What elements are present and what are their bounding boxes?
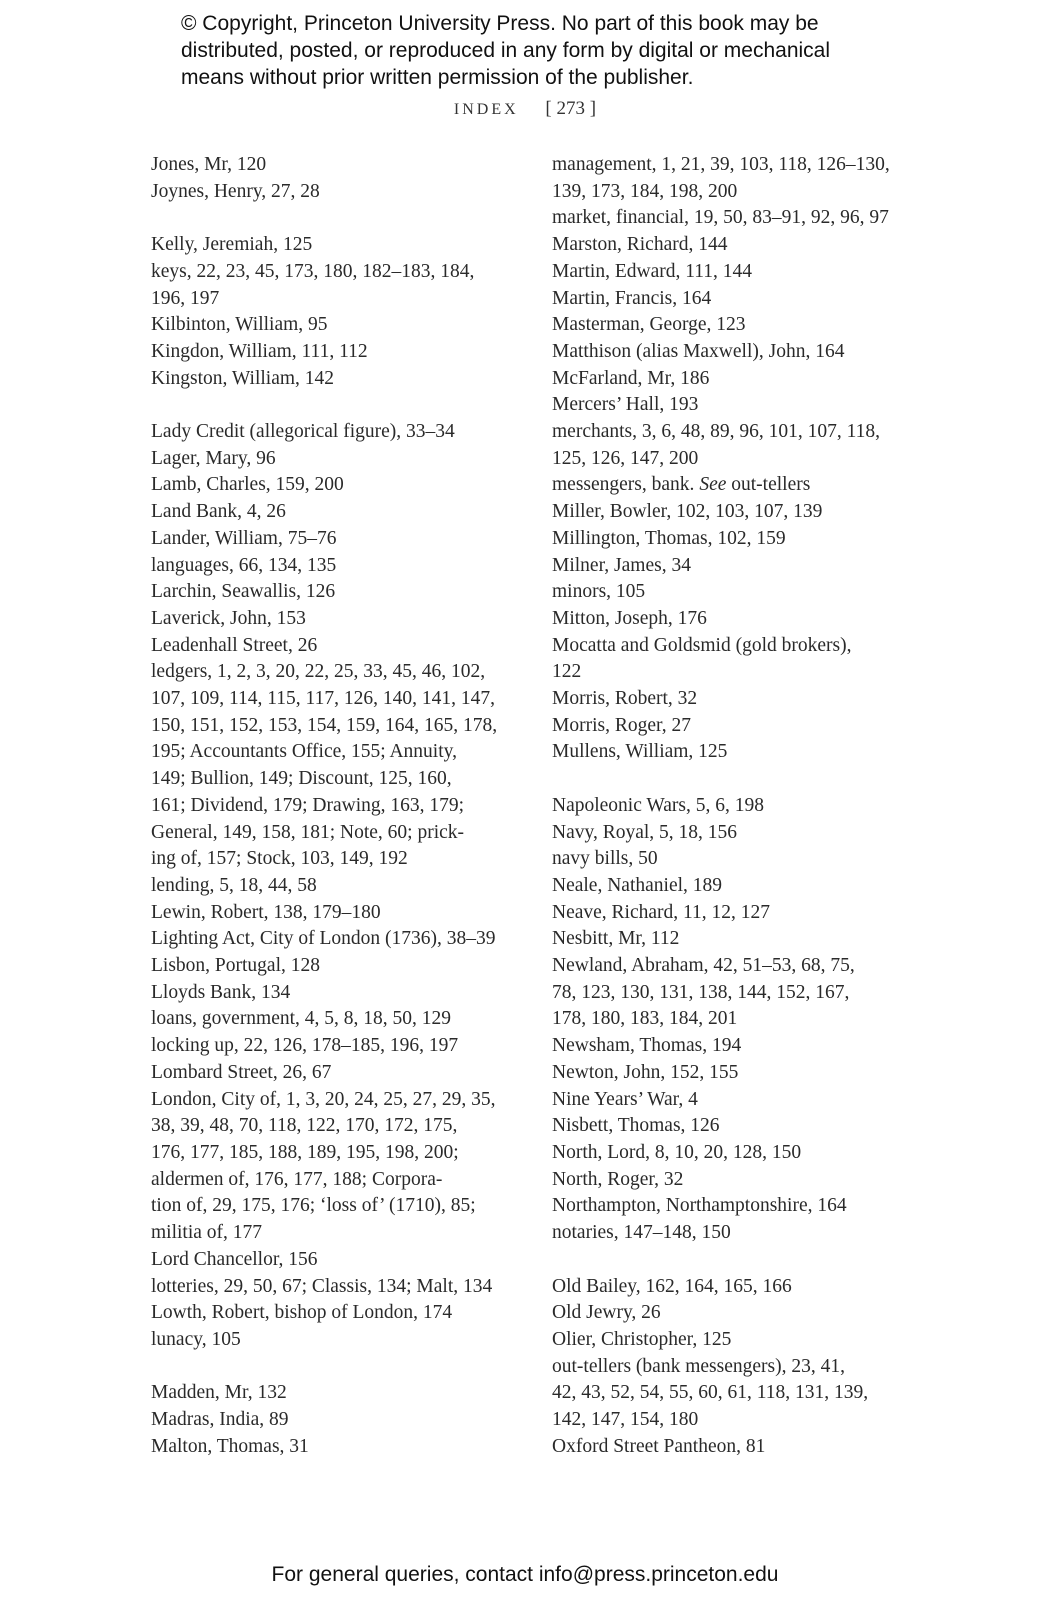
index-entry-line: Newton, John, 152, 155 (552, 1061, 739, 1083)
index-entry-line: Lady Credit (allegorical figure), 33–34 (151, 421, 455, 442)
index-entry (151, 1274, 521, 1301)
index-entry-continuation: 178, 180, 183, 184, 201 (552, 1008, 738, 1030)
index-entry (151, 472, 521, 499)
index-entry (552, 205, 932, 232)
copyright-notice (181, 10, 901, 91)
index-entry-line: Jones, Mr, 120 (151, 154, 267, 175)
index-entry (552, 579, 932, 606)
index-entry (552, 606, 932, 633)
index-entry-line: Olier, Christopher, 125 (552, 1328, 732, 1350)
index-entry-line: languages, 66, 134, 135 (151, 554, 337, 576)
index-entry-line: Laverick, John, 153 (151, 607, 306, 629)
index-entry (552, 739, 932, 766)
index-entry-line: lending, 5, 18, 44, 58 (151, 874, 317, 896)
page-number: [ 273 ] (545, 98, 597, 119)
index-entry (151, 659, 521, 873)
index-entry (151, 553, 521, 580)
index-entry (552, 900, 932, 927)
index-entry-line: Old Jewry, 26 (552, 1302, 661, 1324)
letter-gap (552, 766, 932, 793)
running-head (0, 98, 1050, 120)
index-entry (552, 1060, 932, 1087)
index-entry (151, 953, 521, 980)
index-entry (552, 232, 932, 259)
index-entry (151, 579, 521, 606)
index-entry-continuation: 142, 147, 154, 180 (552, 1409, 699, 1431)
index-entry (151, 1407, 521, 1434)
index-entry (552, 366, 932, 393)
index-entry-line: Malton, Thomas, 31 (151, 1435, 309, 1457)
index-entry-line: minors, 105 (552, 581, 646, 603)
index-entry-continuation: 176, 177, 185, 188, 189, 195, 198, 200; (151, 1141, 459, 1163)
index-entry (151, 1247, 521, 1274)
index-entry (552, 553, 932, 580)
index-entry (151, 873, 521, 900)
index-entry-line: McFarland, Mr, 186 (552, 367, 710, 389)
index-entry-continuation: aldermen of, 176, 177, 188; Corpora- (151, 1168, 443, 1190)
index-entry (552, 1113, 932, 1140)
index-entry-continuation: 150, 151, 152, 153, 154, 159, 164, 165, 178, (151, 714, 498, 736)
index-entry-line: Lewin, Robert, 138, 179–180 (151, 901, 381, 923)
index-entry-line: management, 1, 21, 39, 103, 118, 126–130, (552, 154, 890, 175)
index-entry (552, 1087, 932, 1114)
index-entry-continuation: 195; Accountants Office, 155; Annuity, (151, 741, 458, 763)
index-entry (552, 1434, 932, 1461)
index-entry (552, 419, 932, 472)
index-entry-line: Newland, Abraham, 42, 51–53, 68, 75, (552, 955, 855, 977)
index-entry (552, 953, 932, 1033)
index-entry (151, 1300, 521, 1327)
letter-gap (151, 392, 521, 419)
index-entry (552, 392, 932, 419)
index-entry-continuation: 122 (552, 661, 582, 683)
index-entry (552, 793, 932, 820)
letter-gap (151, 1354, 521, 1381)
index-entry (151, 366, 521, 393)
index-entry-line: Lander, William, 75–76 (151, 527, 337, 549)
index-entry-line: Morris, Robert, 32 (552, 688, 698, 710)
index-entry-line: Napoleonic Wars, 5, 6, 198 (552, 794, 764, 816)
index-entry (552, 339, 932, 366)
index-entry-line: Lager, Mary, 96 (151, 447, 276, 469)
index-column-right (552, 152, 932, 1460)
index-entry-line: Joynes, Henry, 27, 28 (151, 180, 320, 202)
index-entry (552, 1167, 932, 1194)
index-entry (151, 926, 521, 953)
index-entry-line: Lisbon, Portugal, 128 (151, 955, 320, 977)
index-entry (151, 152, 521, 179)
index-entry-continuation: 139, 173, 184, 198, 200 (552, 180, 738, 202)
letter-gap (151, 205, 521, 232)
index-entry (151, 1087, 521, 1247)
index-entry-line: Matthison (alias Maxwell), John, 164 (552, 340, 845, 362)
index-entry (552, 152, 932, 205)
index-entry (151, 1327, 521, 1354)
index-entry-line: Kingdon, William, 111, 112 (151, 340, 368, 362)
index-entry (552, 1274, 932, 1301)
index-entry (552, 1193, 932, 1220)
index-entry-line: Neave, Richard, 11, 12, 127 (552, 901, 771, 923)
index-entry-line: lunacy, 105 (151, 1328, 241, 1350)
index-entry (552, 472, 932, 499)
index-entry (151, 900, 521, 927)
index-entry (151, 606, 521, 633)
index-entry-continuation: 42, 43, 52, 54, 55, 60, 61, 118, 131, 139, (552, 1382, 869, 1404)
index-entry-continuation: 125, 126, 147, 200 (552, 447, 699, 469)
index-entry-line: Nesbitt, Mr, 112 (552, 928, 680, 950)
index-entry (552, 1220, 932, 1247)
index-entry (552, 526, 932, 553)
index-entry (151, 1380, 521, 1407)
index-entry (151, 312, 521, 339)
index-entry (552, 1300, 932, 1327)
index-entry-line: notaries, 147–148, 150 (552, 1222, 731, 1244)
index-entry-line: merchants, 3, 6, 48, 89, 96, 101, 107, 118, (552, 421, 881, 443)
index-entry-line: Lamb, Charles, 159, 200 (151, 474, 344, 496)
index-entry-line: Northampton, Northamptonshire, 164 (552, 1195, 847, 1217)
index-entry-line: Nine Years’ War, 4 (552, 1088, 698, 1110)
running-head-label: INDEX (453, 101, 519, 118)
index-entry (151, 1006, 521, 1033)
index-entry-line: Oxford Street Pantheon, 81 (552, 1435, 766, 1457)
index-entry-line: Nisbett, Thomas, 126 (552, 1115, 720, 1137)
index-entry-continuation: 196, 197 (151, 287, 220, 309)
index-entry-line: lotteries, 29, 50, 67; Classis, 134; Malt, 134 (151, 1275, 493, 1297)
index-entry-line: Miller, Bowler, 102, 103, 107, 139 (552, 501, 823, 523)
index-entry (151, 339, 521, 366)
index-entry-line: Martin, Edward, 111, 144 (552, 260, 753, 282)
index-entry-line: North, Lord, 8, 10, 20, 128, 150 (552, 1142, 802, 1163)
index-entry (552, 633, 932, 686)
index-entry-line: North, Roger, 32 (552, 1168, 684, 1190)
index-entry-continuation: 149; Bullion, 149; Discount, 125, 160, (151, 768, 452, 790)
index-entry (552, 846, 932, 873)
index-entry-line: Newsham, Thomas, 194 (552, 1035, 742, 1057)
index-entry-line: Martin, Francis, 164 (552, 287, 712, 309)
index-entry (552, 873, 932, 900)
index-entry (552, 1140, 932, 1167)
index-entry (552, 926, 932, 953)
index-entry-line: Marston, Richard, 144 (552, 234, 728, 256)
index-entry-line: Mullens, William, 125 (552, 741, 728, 763)
index-entry-line: Lombard Street, 26, 67 (151, 1061, 332, 1083)
index-entry-line: loans, government, 4, 5, 8, 18, 50, 129 (151, 1008, 452, 1030)
index-entry-line: Masterman, George, 123 (552, 314, 746, 336)
index-entry (151, 179, 521, 206)
copyright-line-3: means without prior written permission of the publisher. (181, 66, 694, 89)
index-entry-line: Milner, James, 34 (552, 554, 691, 576)
index-entry (151, 232, 521, 259)
index-entry-line: Lowth, Robert, bishop of London, 174 (151, 1302, 453, 1324)
index-entry-line: Larchin, Seawallis, 126 (151, 581, 336, 603)
index-entry (552, 713, 932, 740)
index-entry (151, 1434, 521, 1461)
index-entry (552, 312, 932, 339)
index-entry-line: Leadenhall Street, 26 (151, 634, 318, 656)
letter-gap (552, 1247, 932, 1274)
index-entry (151, 446, 521, 473)
index-entry (552, 1354, 932, 1434)
index-entry-continuation: 107, 109, 114, 115, 117, 126, 140, 141, 147, (151, 688, 495, 710)
index-entry-line: Mitton, Joseph, 176 (552, 607, 707, 629)
index-entry-line: Kelly, Jeremiah, 125 (151, 234, 313, 256)
index-entry-line: Land Bank, 4, 26 (151, 501, 286, 523)
index-entry-line: out-tellers (bank messengers), 23, 41, (552, 1355, 845, 1377)
index-entry-line: ledgers, 1, 2, 3, 20, 22, 25, 33, 45, 46, 102, (151, 661, 486, 683)
index-entry-line: Mocatta and Goldsmid (gold brokers), (552, 634, 852, 656)
index-entry-line: market, financial, 19, 50, 83–91, 92, 96, 97 (552, 207, 889, 229)
index-entry-line: Old Bailey, 162, 164, 165, 166 (552, 1275, 792, 1297)
index-entry-continuation: 38, 39, 48, 70, 118, 122, 170, 172, 175, (151, 1115, 458, 1137)
index-entry (151, 980, 521, 1007)
index-entry (552, 499, 932, 526)
index-entry-line: keys, 22, 23, 45, 173, 180, 182–183, 184, (151, 260, 475, 282)
index-entry-continuation: tion of, 29, 175, 176; ‘loss of’ (1710), 85; (151, 1195, 476, 1217)
index-entry-line: Kilbinton, William, 95 (151, 314, 328, 336)
index-entry-line: London, City of, 1, 3, 20, 24, 25, 27, 29, 35, (151, 1088, 496, 1110)
index-entry (151, 499, 521, 526)
index-entry-continuation: 161; Dividend, 179; Drawing, 163, 179; (151, 794, 465, 816)
index-entry (552, 686, 932, 713)
index-entry-line: Morris, Roger, 27 (552, 714, 691, 736)
index-entry-line: Mercers’ Hall, 193 (552, 394, 699, 416)
copyright-line-2: distributed, posted, or reproduced in any form by digital or mechanical (181, 39, 831, 62)
index-entry-line: locking up, 22, 126, 178–185, 196, 197 (151, 1035, 459, 1057)
index-entry-line: Lighting Act, City of London (1736), 38–39 (151, 928, 496, 950)
index-entry-line: Madras, India, 89 (151, 1409, 289, 1430)
index-entry (151, 419, 521, 446)
index-entry-line: messengers, bank. See out-tellers (552, 474, 811, 496)
index-entry-continuation: ing of, 157; Stock, 103, 149, 192 (151, 848, 408, 870)
index-entry (552, 820, 932, 847)
index-entry (151, 526, 521, 553)
index-entry (552, 1033, 932, 1060)
footer-contact: For general queries, contact info@press.princeton.edu (271, 1563, 779, 1586)
index-entry-line: Kingston, William, 142 (151, 367, 335, 389)
index-entry (552, 259, 932, 286)
index-entry (151, 1033, 521, 1060)
index-entry-line: Navy, Royal, 5, 18, 156 (552, 821, 738, 843)
index-entry-line: Lloyds Bank, 134 (151, 981, 291, 1003)
copyright-line-1: © Copyright, Princeton University Press. No part of this book may be (181, 12, 819, 35)
index-entry-line: Millington, Thomas, 102, 159 (552, 527, 786, 549)
index-entry-continuation: General, 149, 158, 181; Note, 60; prick- (151, 821, 465, 843)
index-entry (552, 286, 932, 313)
index-entry-line: Lord Chancellor, 156 (151, 1248, 318, 1270)
index-entry-line: navy bills, 50 (552, 848, 658, 870)
index-column-left (151, 152, 521, 1460)
index-entry (151, 633, 521, 660)
index-entry (151, 1060, 521, 1087)
index-entry (552, 1327, 932, 1354)
index-entry-continuation: 78, 123, 130, 131, 138, 144, 152, 167, (552, 981, 850, 1003)
index-entry (151, 259, 521, 312)
index-entry-line: Madden, Mr, 132 (151, 1382, 287, 1404)
index-entry-line: Neale, Nathaniel, 189 (552, 874, 723, 896)
index-entry-continuation: militia of, 177 (151, 1222, 263, 1244)
